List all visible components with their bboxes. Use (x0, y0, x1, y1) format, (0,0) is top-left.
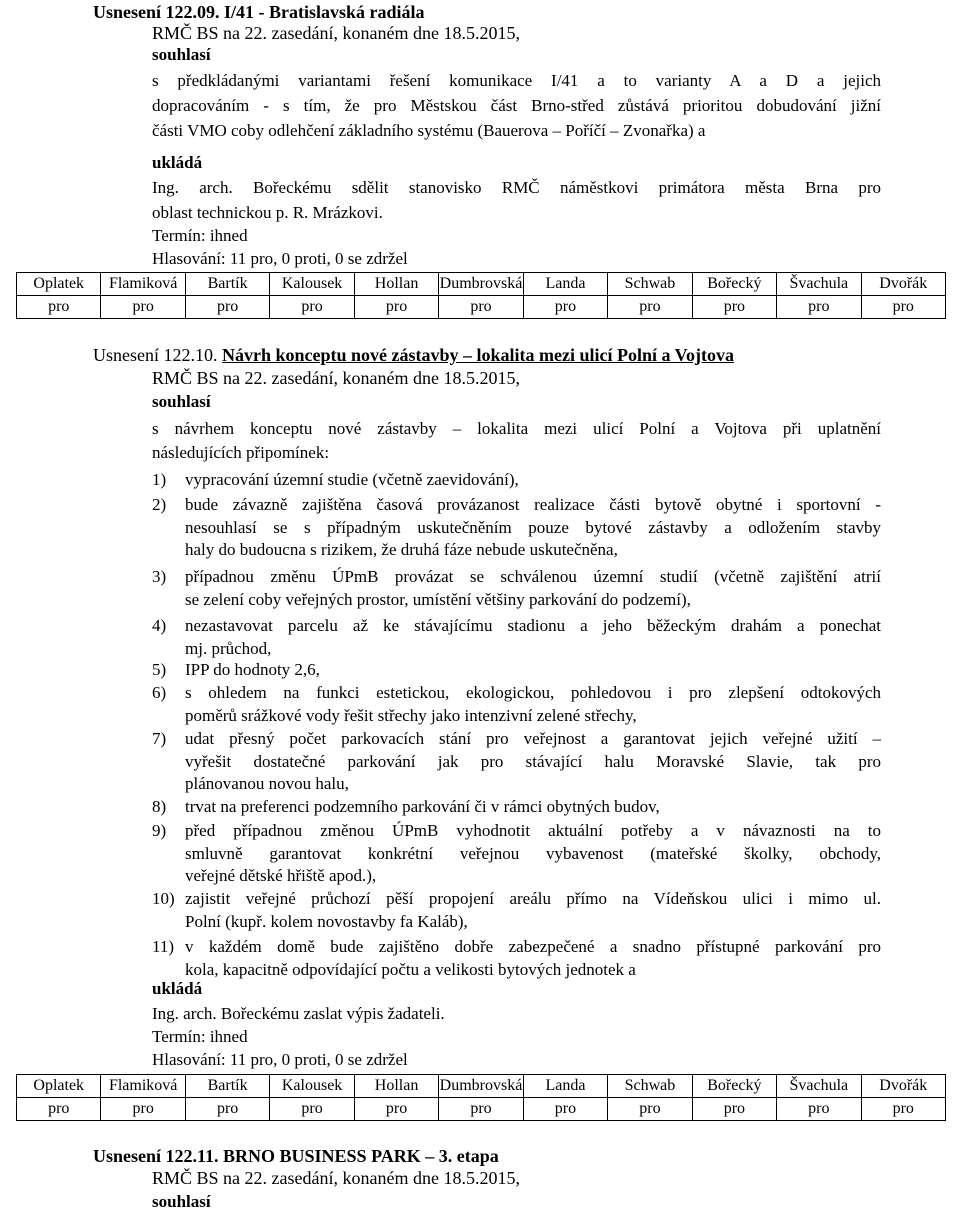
member-name: Dumbrovská (439, 1075, 523, 1098)
vote-summary-2: Hlasování: 11 pro, 0 proti, 0 se zdržel (152, 1050, 408, 1069)
member-vote: pro (777, 1098, 861, 1121)
comment-number: 4) (152, 616, 167, 635)
member-name: Hollan (354, 273, 438, 296)
comment-item (185, 936, 881, 981)
task-text-2: Ing. arch. Bořeckému zaslat výpis žadateli. (152, 1004, 445, 1023)
comment-number: 8) (152, 797, 167, 816)
comment-number: 7) (152, 729, 167, 748)
verb-souhlasi-1: souhlasí (152, 45, 211, 64)
member-name: Hollan (354, 1075, 438, 1098)
member-vote: pro (185, 296, 269, 319)
comment-line: kola, kapacitně odpovídající počtu a velikosti bytových jednotek a (185, 959, 636, 979)
member-name: Schwab (608, 273, 692, 296)
vote-summary-1: Hlasování: 11 pro, 0 proti, 0 se zdržel (152, 249, 408, 268)
member-vote: pro (608, 1098, 692, 1121)
task-text-1-line-2: oblast technickou p. R. Mrázkovi. (152, 203, 383, 222)
comment-line: haly do budoucna s rizikem, že druhá fáze nebude uskutečněna, (185, 540, 618, 559)
resolution-text-1-line-1: s předkládanými variantami řešení komunikace I/41 a to varianty A a D a jejich (152, 71, 881, 90)
comment-line: smluvně garantovat konkrétní veřejnou vybavenost (mateřské školky, obchody, (185, 843, 881, 863)
member-name: Bořecký (692, 273, 776, 296)
resolution-heading-1: Usnesení 122.09. I/41 - Bratislavská radiála (93, 2, 425, 22)
comment-item (185, 682, 881, 727)
member-vote: pro (17, 1098, 101, 1121)
resolution-text-2-line-1: s návrhem konceptu nové zástavby – lokalita mezi ulicí Polní a Vojtova při uplatnění (152, 419, 881, 438)
member-vote: pro (861, 296, 945, 319)
comment-line: nezastavovat parcelu až ke stávajícímu stadionu a jeho běžeckým drahám a ponechat (185, 616, 881, 635)
comment-line: zajistit veřejné průchozí pěší propojení areálu přímo na Vídeňskou ulici i mimo ul. (185, 889, 881, 908)
comment-line: nesouhlasí se s případným uskutečněním pouze bytové zástavby a odložením stavby (185, 517, 881, 537)
member-name: Kalousek (270, 1075, 354, 1098)
comment-line: mj. průchod, (185, 638, 272, 658)
member-name: Kalousek (270, 273, 354, 296)
task-text-1-line-1: Ing. arch. Bořeckému sdělit stanovisko RMČ náměstkovi primátora města Brna pro (152, 178, 881, 197)
comment-number: 10) (152, 889, 175, 908)
member-vote: pro (523, 1098, 607, 1121)
comment-number: 1) (152, 470, 167, 489)
comment-line: Polní (kupř. kolem novostavby fa Kaláb), (185, 911, 468, 931)
comment-number: 5) (152, 660, 167, 679)
term-2: Termín: ihned (152, 1027, 248, 1046)
comment-line: bude závazně zajištěna časová provázanost realizace části bytově obytné i sportovní - (185, 495, 881, 514)
member-name: Dvořák (861, 273, 945, 296)
comment-line: vyřešit dostatečné parkování jak pro stávající halu Moravské Slavie, tak pro (185, 751, 881, 771)
session-line-2: RMČ BS na 22. zasedání, konaném dne 18.5.2015, (152, 368, 520, 388)
member-name: Švachula (777, 273, 861, 296)
comment-line: veřejné dětské hřiště apod.), (185, 866, 377, 885)
comment-line: v každém domě bude zajištěno dobře zabezpečené a snadno přístupné parkování pro (185, 937, 881, 956)
comment-item (185, 820, 881, 888)
comment-line: trvat na preferenci podzemního parkování či v rámci obytných budov, (185, 797, 660, 816)
member-name: Bartík (185, 1075, 269, 1098)
comment-number: 2) (152, 495, 167, 514)
member-vote: pro (354, 296, 438, 319)
comment-item (185, 566, 881, 611)
resolution-text-2-line-2: následujících připomínek: (152, 443, 330, 462)
member-name: Landa (523, 1075, 607, 1098)
comment-number: 9) (152, 821, 167, 840)
verb-souhlasi-2: souhlasí (152, 392, 211, 411)
vote-table-2-names-row (17, 1075, 946, 1098)
member-vote: pro (101, 296, 185, 319)
member-vote: pro (270, 296, 354, 319)
comment-line: poměrů srážkové vody řešit střechy jako intenzivní zelené střechy, (185, 705, 637, 725)
comment-number: 11) (152, 937, 175, 956)
member-name: Schwab (608, 1075, 692, 1098)
member-vote: pro (439, 1098, 523, 1121)
comment-item (185, 615, 881, 660)
vote-table-1 (16, 272, 946, 319)
verb-uklada-2: ukládá (152, 979, 203, 998)
member-vote: pro (861, 1098, 945, 1121)
resolution-title-2: Návrh konceptu nové zástavby – lokalita mezi ulicí Polní a Vojtova (222, 345, 735, 365)
member-vote: pro (101, 1098, 185, 1121)
member-name: Oplatek (17, 273, 101, 296)
vote-table-1-names-row (17, 273, 946, 296)
session-line-3: RMČ BS na 22. zasedání, konaném dne 18.5.2015, (152, 1168, 520, 1188)
resolution-heading-2 (93, 344, 734, 366)
member-name: Bořecký (692, 1075, 776, 1098)
comment-item (185, 469, 881, 492)
member-vote: pro (777, 296, 861, 319)
comment-line: vypracování územní studie (včetně zaevidování), (185, 470, 519, 489)
member-vote: pro (354, 1098, 438, 1121)
member-vote: pro (17, 296, 101, 319)
member-name: Oplatek (17, 1075, 101, 1098)
resolution-text-1-line-2: dopracováním - s tím, že pro Městskou část Brno-střed zůstává prioritou dobudování jižní (152, 96, 881, 115)
member-name: Flamiková (101, 273, 185, 296)
resolution-number-2: Usnesení 122.10. (93, 345, 222, 365)
member-name: Landa (523, 273, 607, 296)
member-vote: pro (692, 1098, 776, 1121)
member-vote: pro (692, 296, 776, 319)
comment-line: případnou změnu ÚPmB provázat se schválenou územní studií (včetně zajištění atrií (185, 567, 881, 586)
member-name: Flamiková (101, 1075, 185, 1098)
comment-line: před případnou změnou ÚPmB vyhodnotit aktuální potřeby a v návaznosti na to (185, 821, 881, 840)
term-1: Termín: ihned (152, 226, 248, 245)
comment-number: 6) (152, 683, 167, 702)
session-line-1: RMČ BS na 22. zasedání, konaném dne 18.5.2015, (152, 23, 520, 43)
member-vote: pro (439, 296, 523, 319)
member-name: Bartík (185, 273, 269, 296)
verb-souhlasi-3: souhlasí (152, 1192, 211, 1211)
comment-item (185, 888, 881, 933)
member-name: Švachula (777, 1075, 861, 1098)
comment-item (185, 728, 881, 796)
comment-line: udat přesný počet parkovacích stání pro veřejnost a garantovat jejich veřejné užití – (185, 729, 881, 748)
member-vote: pro (270, 1098, 354, 1121)
comment-item (185, 659, 881, 682)
comment-line: IPP do hodnoty 2,6, (185, 660, 320, 679)
vote-table-2-votes-row (17, 1098, 946, 1121)
comment-number: 3) (152, 567, 167, 586)
member-vote: pro (608, 296, 692, 319)
vote-table-2 (16, 1074, 946, 1121)
comment-item (185, 494, 881, 562)
comment-item (185, 796, 881, 819)
member-vote: pro (185, 1098, 269, 1121)
verb-uklada-1: ukládá (152, 153, 203, 172)
comment-line: se zelení coby veřejných prostor, umístění většiny parkování do podzemí), (185, 589, 691, 609)
comment-line: plánovanou novou halu, (185, 774, 349, 793)
vote-table-1-votes-row (17, 296, 946, 319)
resolution-text-1-line-3: části VMO coby odlehčení základního systému (Bauerova – Poříčí – Zvonařka) a (152, 121, 706, 140)
member-vote: pro (523, 296, 607, 319)
member-name: Dumbrovská (439, 273, 523, 296)
comment-line: s ohledem na funkci estetickou, ekologickou, pohledovou i pro zlepšení odtokových (185, 683, 881, 702)
member-name: Dvořák (861, 1075, 945, 1098)
resolution-heading-3: Usnesení 122.11. BRNO BUSINESS PARK – 3. etapa (93, 1146, 499, 1166)
